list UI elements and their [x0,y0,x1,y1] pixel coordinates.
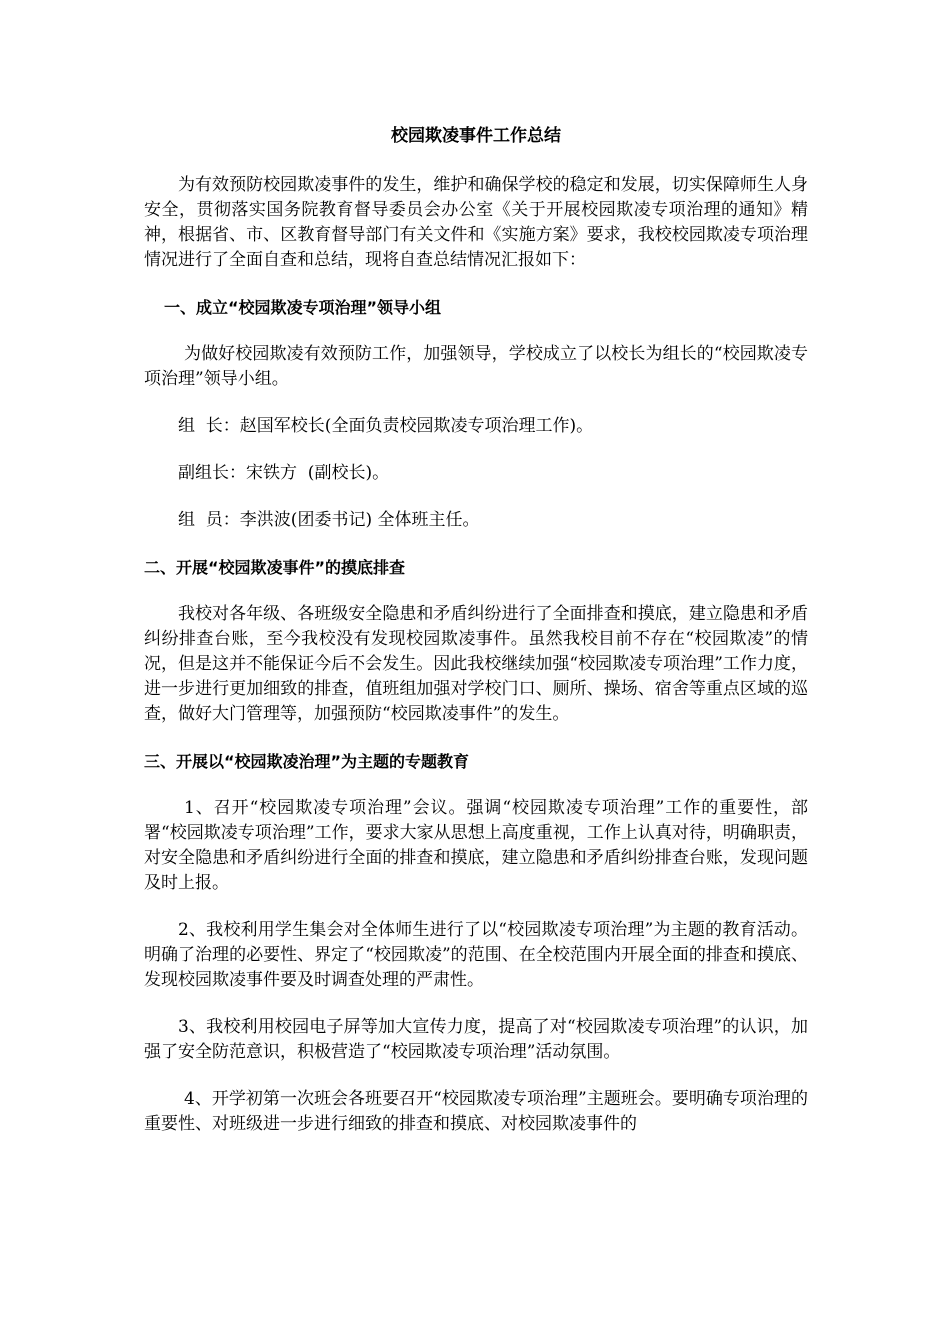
document-body [144,124,808,1137]
section-3-item-2: 2、我校利用学生集会对全体师生进行了以“校园欺凌专项治理”为主题的教育活动。明确了治理的必要性、界定了“校园欺凌”的范围、在全校范围内开展全面的排查和摸底、发现校园欺凌事件要及时调查处理的严肃性。 [144,920,808,990]
intro-paragraph: 为有效预防校园欺凌事件的发生，维护和确保学校的稳定和发展，切实保障师生人身安全，贯彻落实国务院教育督导委员会办公室《关于开展校园欺凌专项治理的通知》精神，根据省、市、区教育督导部门有关文件和《实施方案》要求，我校校园欺凌专项治理情况进行了全面自查和总结，现将自查总结情况汇报如下： [144,175,808,270]
leader-line: 组 长：赵国军校长(全面负责校园欺凌专项治理工作)。 [178,416,594,436]
section-3-heading: 三、开展以“校园欺凌治理”为主题的专题教育 [144,752,470,771]
section-3-item-1: 1、召开“校园欺凌专项治理”会议。强调“校园欺凌专项治理”工作的重要性，部署“校园欺凌专项治理”工作，要求大家从思想上高度重视，工作上认真对待，明确职责，对安全隐患和矛盾纠纷进行全面的排查和摸底，建立隐患和矛盾纠纷排查台账，发现问题及时上报。 [144,798,808,893]
members-line: 组 员：李洪波(团委书记) 全体班主任。 [178,510,480,530]
section-2-paragraph: 我校对各年级、各班级安全隐患和矛盾纠纷进行了全面排查和摸底，建立隐患和矛盾纠纷排查台账，至今我校没有发现校园欺凌事件。虽然我校目前不存在“校园欺凌”的情况，但是这并不能保证今后不会发生。因此我校继续加强“校园欺凌专项治理”工作力度，进一步进行更加细致的排查，值班组加强对学校门口、厕所、操场、宿舍等重点区域的巡查，做好大门管理等，加强预防“校园欺凌事件”的发生。 [144,604,808,724]
deputy-leader-line: 副组长：宋铁方 (副校长)。 [178,463,390,483]
document-title: 校园欺凌事件工作总结 [391,126,561,146]
section-3-item-3: 3、我校利用校园电子屏等加大宣传力度，提高了对“校园欺凌专项治理”的认识，加强了安全防范意识，积极营造了“校园欺凌专项治理”活动氛围。 [144,1017,808,1062]
section-3-item-4: 4、开学初第一次班会各班要召开“校园欺凌专项治理”主题班会。要明确专项治理的重要性、对班级进一步进行细致的排查和摸底、对校园欺凌事件的 [144,1089,808,1134]
section-2-heading: 二、开展“校园欺凌事件”的摸底排查 [144,558,406,577]
section-1-paragraph: 为做好校园欺凌有效预防工作，加强领导，学校成立了以校长为组长的“校园欺凌专项治理”领导小组。 [144,344,808,389]
section-1-heading: 一、成立“校园欺凌专项治理”领导小组 [164,298,442,317]
